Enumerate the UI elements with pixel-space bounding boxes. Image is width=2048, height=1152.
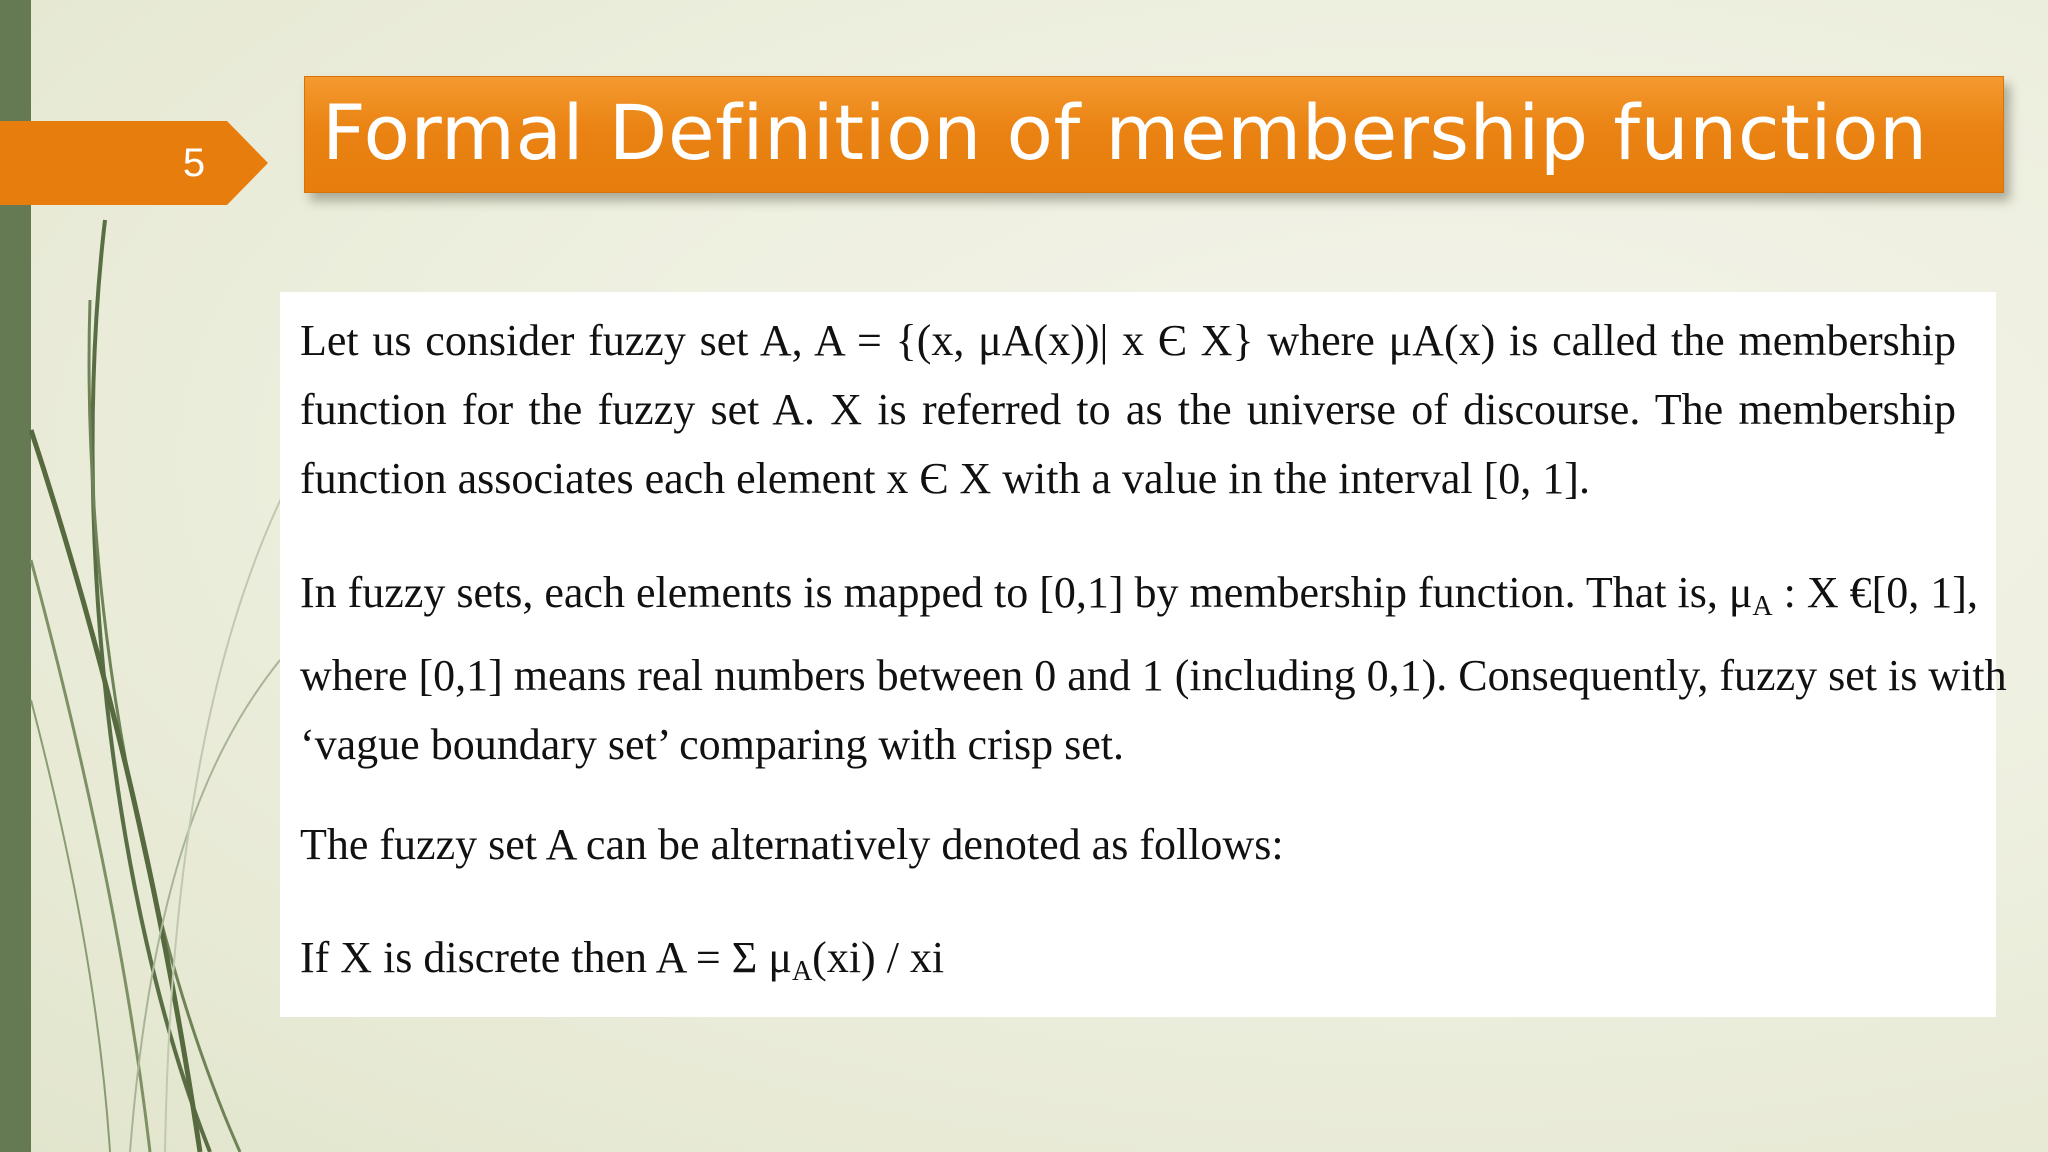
paragraph-definition: [300, 306, 1956, 513]
paragraph-notation-intro: [300, 810, 1956, 879]
slide-title: Formal Definition of membership function: [322, 88, 1928, 177]
paragraph-line: [300, 933, 945, 987]
paragraph-line: ‘vague boundary set’ comparing with crisp set.: [300, 720, 1124, 769]
paragraph-line: where [0,1] means real numbers between 0 and 1 (including 0,1). Consequently, fuzzy set is with: [300, 651, 2007, 700]
content-panel: [280, 292, 2007, 1017]
subscript: A: [791, 956, 813, 987]
paragraph-line: [300, 568, 1978, 622]
title-banner: [304, 76, 2004, 193]
subscript: A: [1752, 591, 1773, 622]
text-fragment: : X €[0, 1],: [1772, 568, 1978, 617]
paragraph-line: Let us consider fuzzy set A, A = {(x, μA(x))| x Є X} where μA(x) is called the membership: [300, 316, 1956, 365]
slide-number: 5: [182, 141, 206, 185]
text-fragment: In fuzzy sets, each elements is mapped to [0,1] by membership function. That is, μ: [300, 568, 1753, 617]
paragraph-line: function for the fuzzy set A. X is referred to as the universe of discourse. The membership: [300, 385, 1956, 434]
paragraph-mapping: [300, 558, 2007, 779]
paragraph-line: function associates each element x Є X with a value in the interval [0, 1].: [300, 454, 1590, 503]
text-fragment: If X is discrete then A = Σ μ: [300, 933, 792, 982]
paragraph-discrete-formula: [300, 923, 1956, 1006]
paragraph-line: The fuzzy set A can be alternatively denoted as follows:: [300, 820, 1284, 869]
slide-number-tab: [0, 121, 268, 205]
text-fragment: (xi) / xi: [812, 933, 945, 982]
